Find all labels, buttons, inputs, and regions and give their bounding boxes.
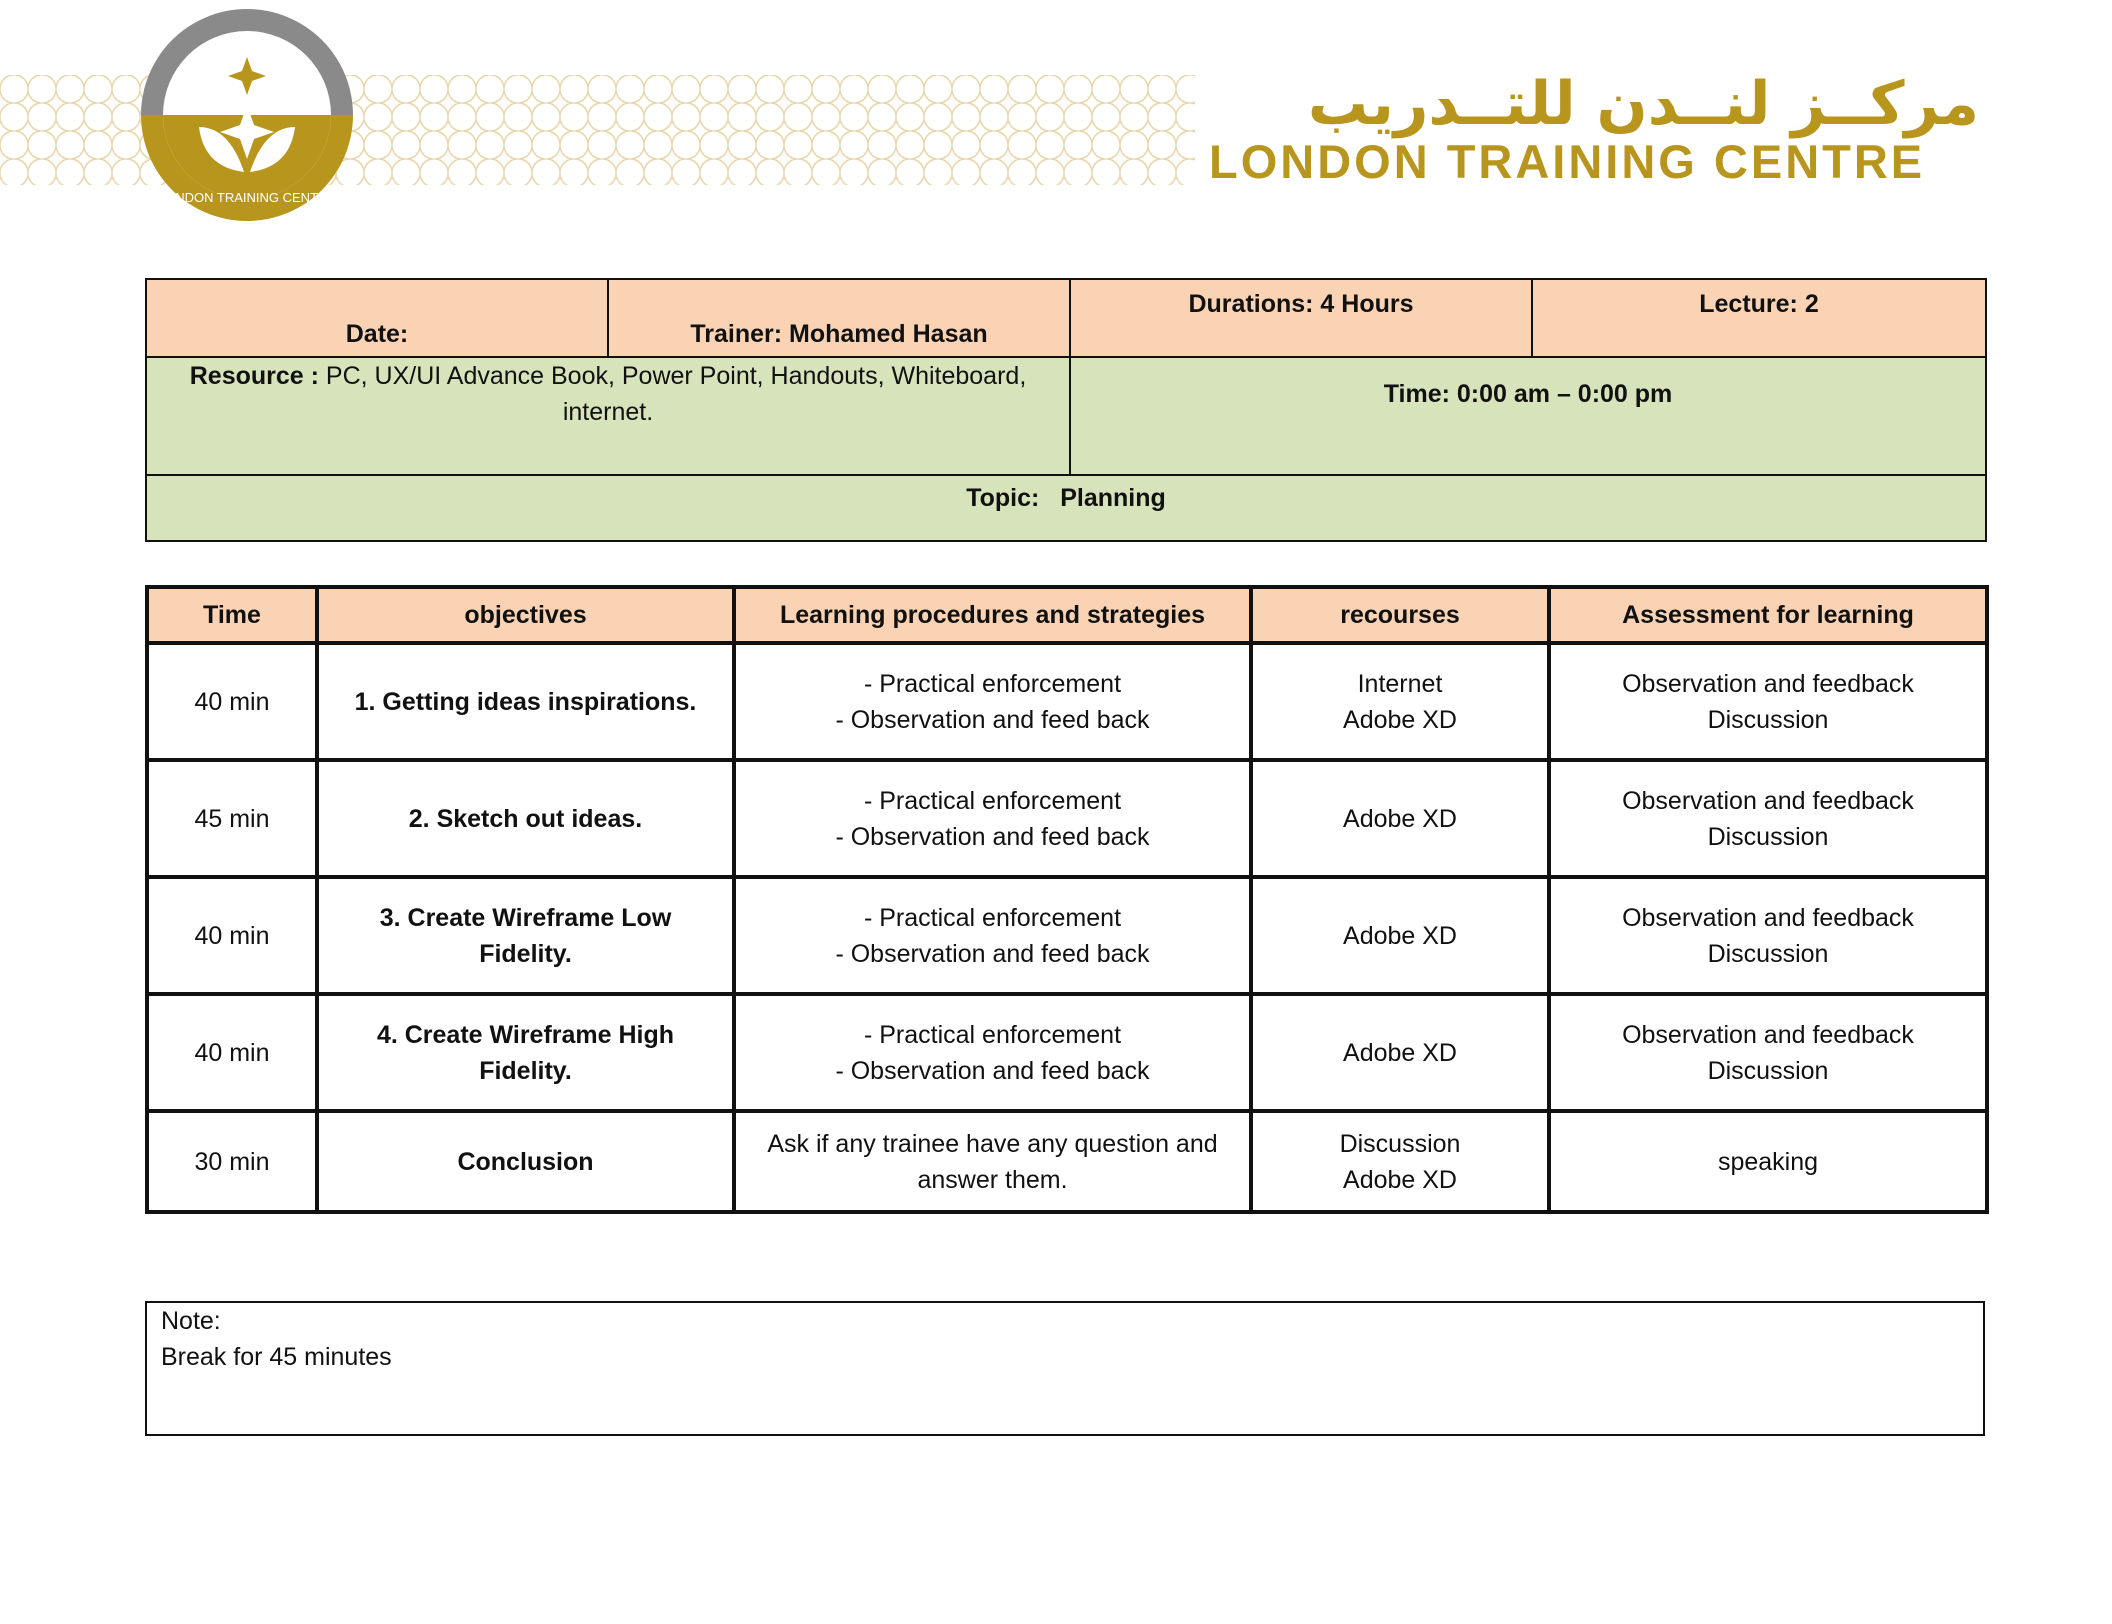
assessment-line: Discussion — [1707, 822, 1829, 851]
table-row — [147, 877, 1987, 994]
procedure-line: - Practical enforcement — [863, 1020, 1122, 1049]
time-cell: 45 min — [147, 760, 317, 877]
note-text: Break for 45 minutes — [161, 1343, 392, 1371]
time-cell: 40 min — [147, 643, 317, 760]
time-value: : 0:00 am – 0:00 pm — [1441, 380, 1673, 408]
procedure-cell — [734, 994, 1251, 1111]
lecture-cell: Lecture: 2 — [1532, 279, 1986, 357]
topic-cell — [146, 475, 1986, 541]
objective-cell: 2. Sketch out ideas. — [317, 760, 734, 877]
assessment-line: Discussion — [1707, 939, 1829, 968]
resource-cell: Adobe XD — [1251, 760, 1549, 877]
london-training-centre-logo — [139, 7, 355, 223]
assessment-cell — [1549, 877, 1987, 994]
resource-cell — [1251, 643, 1549, 760]
time-label: Time — [1383, 380, 1442, 408]
procedure-cell: Ask if any trainee have any question and answer them. — [734, 1111, 1251, 1212]
resource-label: Resource : — [189, 362, 319, 390]
trainer-cell: Trainer: Mohamed Hasan — [608, 279, 1070, 357]
procedure-line: - Practical enforcement — [863, 903, 1122, 932]
assessment-line: Observation and feedback — [1622, 786, 1914, 815]
procedure-line: - Observation and feed back — [835, 705, 1150, 734]
assessment-cell — [1549, 760, 1987, 877]
procedure-line: - Observation and feed back — [835, 939, 1150, 968]
resource-line: Discussion — [1339, 1129, 1461, 1158]
time-cell: 30 min — [147, 1111, 317, 1212]
objective-cell: 4. Create Wireframe High Fidelity. — [317, 994, 734, 1111]
resource-cell: Adobe XD — [1251, 877, 1549, 994]
table-row — [147, 760, 1987, 877]
assessment-line: Observation and feedback — [1622, 669, 1914, 698]
topic-value: Planning — [1060, 484, 1166, 512]
brand-arabic: مركــز لنــدن للتــدريب — [1307, 69, 1979, 139]
resource-cell — [146, 357, 1070, 475]
header-procedures: Learning procedures and strategies — [734, 587, 1251, 643]
resource-line: Adobe XD — [1343, 705, 1457, 734]
header-resources: recourses — [1251, 587, 1549, 643]
assessment-line: Observation and feedback — [1622, 903, 1914, 932]
procedure-line: - Observation and feed back — [835, 822, 1150, 851]
header-assessment: Assessment for learning — [1549, 587, 1987, 643]
table-row — [147, 1111, 1987, 1212]
date-cell: Date: — [146, 279, 608, 357]
resource-cell — [1251, 1111, 1549, 1212]
time-cell: 40 min — [147, 994, 317, 1111]
objective-cell: Conclusion — [317, 1111, 734, 1212]
assessment-line: Observation and feedback — [1622, 1020, 1914, 1049]
resource-line: Internet — [1357, 669, 1443, 698]
procedure-cell — [734, 877, 1251, 994]
procedure-line: - Practical enforcement — [863, 669, 1122, 698]
header-time: Time — [147, 587, 317, 643]
lesson-plan-table — [145, 585, 1989, 1214]
assessment-line: Discussion — [1707, 1056, 1829, 1085]
resource-cell: Adobe XD — [1251, 994, 1549, 1111]
note-label: Note: — [161, 1307, 221, 1335]
note-box — [145, 1301, 1985, 1436]
table-row — [147, 994, 1987, 1111]
procedure-line: - Practical enforcement — [863, 786, 1122, 815]
assessment-cell — [1549, 643, 1987, 760]
brand-english: LONDON TRAINING CENTRE — [1209, 135, 1926, 188]
duration-cell: Durations: 4 Hours — [1070, 279, 1532, 357]
svg-text:LONDON TRAINING CENTRE: LONDON TRAINING CENTRE — [157, 190, 337, 205]
objective-cell: 3. Create Wireframe Low Fidelity. — [317, 877, 734, 994]
header-objectives: objectives — [317, 587, 734, 643]
procedure-line: - Observation and feed back — [835, 1056, 1150, 1085]
resource-value: PC, UX/UI Advance Book, Power Point, Handouts, Whiteboard, internet. — [325, 362, 1027, 426]
assessment-cell: speaking — [1549, 1111, 1987, 1212]
procedure-cell — [734, 760, 1251, 877]
time-cell: 40 min — [147, 877, 317, 994]
lesson-info-table — [145, 278, 1987, 542]
assessment-cell — [1549, 994, 1987, 1111]
assessment-line: Discussion — [1707, 705, 1829, 734]
topic-label: Topic: — [966, 484, 1040, 512]
time-cell — [1070, 357, 1986, 475]
brand-wordmark — [1209, 69, 1979, 188]
objective-cell: 1. Getting ideas inspirations. — [317, 643, 734, 760]
table-row — [147, 643, 1987, 760]
resource-line: Adobe XD — [1343, 1165, 1457, 1194]
procedure-cell — [734, 643, 1251, 760]
